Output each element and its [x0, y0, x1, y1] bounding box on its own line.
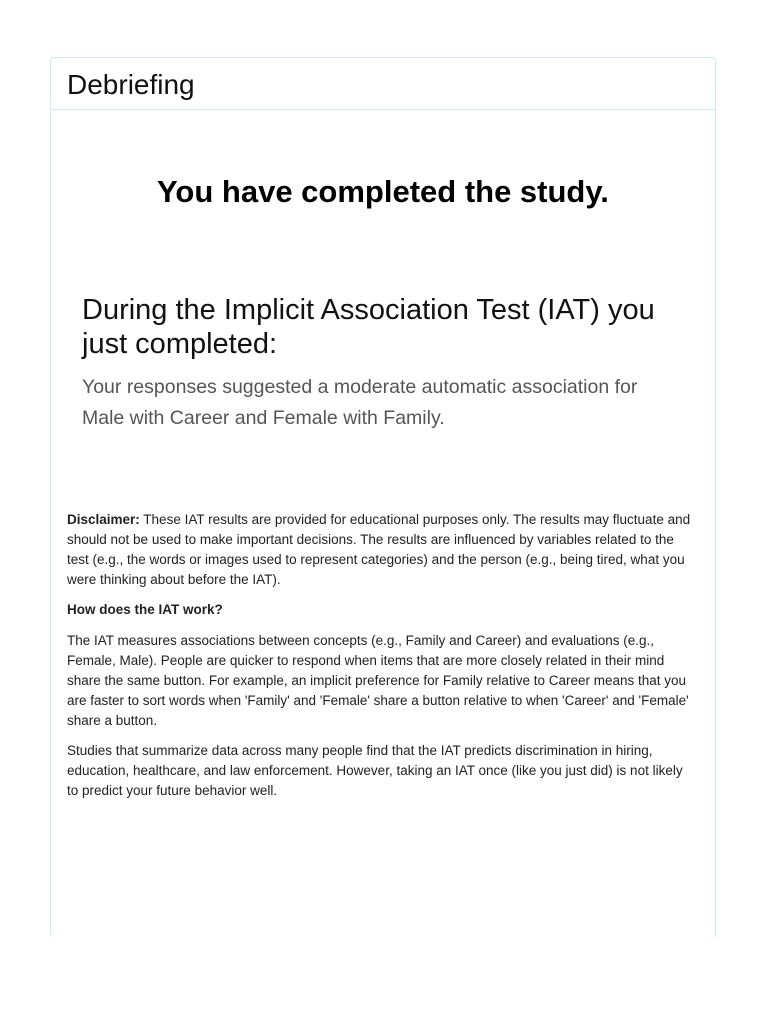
- card-header: [51, 58, 715, 110]
- completed-heading: You have completed the study.: [157, 174, 609, 209]
- debriefing-card: [50, 57, 716, 937]
- disclaimer-label: Disclaimer:: [67, 512, 140, 527]
- studies-text: Studies that summarize data across many people find that the IAT predicts discrimination in hiring, education, healthcare, and law enforcement. However, taking an IAT once (like you just did) is not likely to predict your future behavior well.: [67, 743, 683, 798]
- iat-heading: During the Implicit Association Test (IAT) you just completed:: [82, 294, 655, 360]
- how-iat-works-heading: How does the IAT work?: [67, 602, 223, 617]
- how-iat-works-text: The IAT measures associations between concepts (e.g., Family and Career) and evaluations (e.g., Female, Male). People are quicker to respond when items that are more closely related in their mind share the same button. For example, an implicit preference for Family relative to Career means that you are faster to sort words when 'Family' and 'Female' share a button relative to when 'Career' and 'Female' share a button.: [67, 633, 689, 728]
- iat-result-text: Your responses suggested a moderate automatic association for Male with Career and Female with Family.: [82, 376, 638, 429]
- info-section: [67, 510, 697, 811]
- disclaimer-text: These IAT results are provided for educational purposes only. The results may fluctuate and should not be used to make important decisions. The results are influenced by variables related to the test (e.g., the words or images used to represent categories) and the person (e.g., being tired, what you were thinking about before the IAT).: [67, 512, 691, 587]
- disclaimer-paragraph: [67, 510, 697, 590]
- card-title: Debriefing: [67, 69, 195, 100]
